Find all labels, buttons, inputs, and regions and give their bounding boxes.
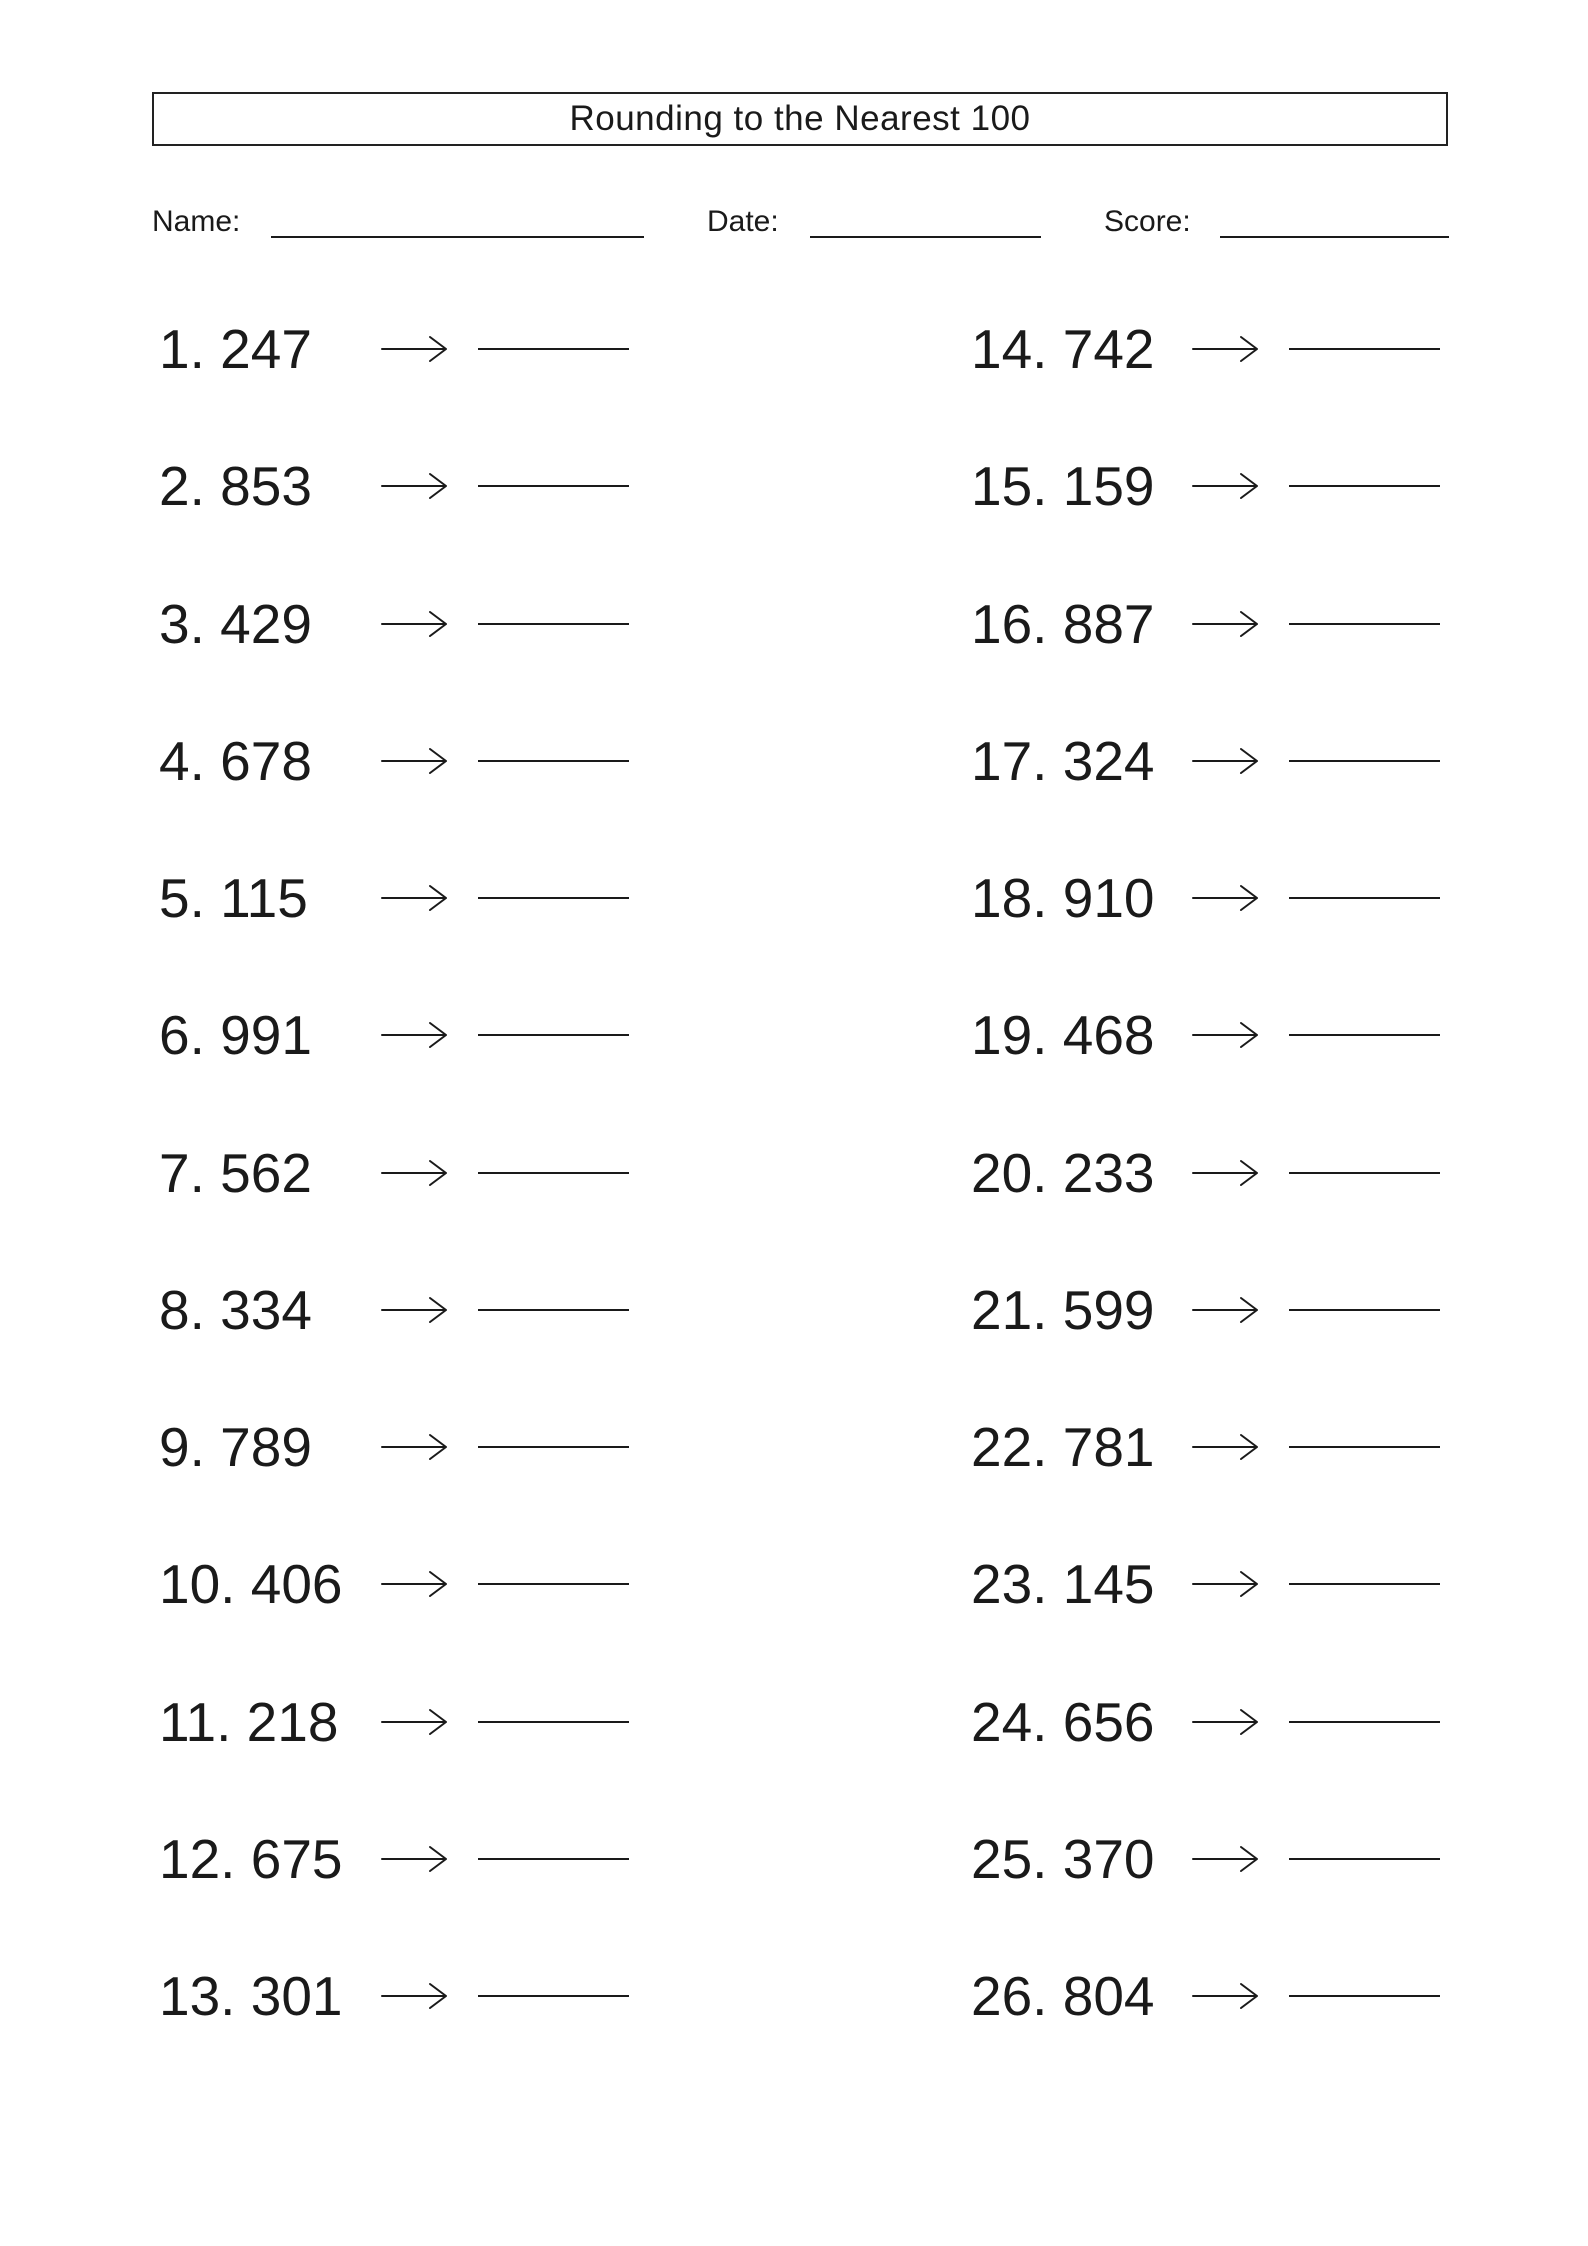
problem-label (971, 1544, 1155, 1624)
arrow-right-icon (1191, 1293, 1261, 1327)
problem-label (971, 995, 1155, 1075)
name-label: Name: (152, 205, 241, 238)
problem-number: 16. (971, 592, 1048, 655)
answer-blank-line (1289, 485, 1440, 487)
problem-number: 14. (971, 318, 1048, 380)
problem-label (971, 1956, 1155, 2036)
arrow-right-icon (1191, 1979, 1261, 2013)
problem-item (0, 1270, 1588, 1350)
arrow-right-icon (1191, 1156, 1261, 1190)
answer-blank-line (1289, 897, 1440, 899)
problem-label (971, 721, 1155, 801)
problem-item (0, 858, 1588, 938)
problem-number: 6. (159, 1004, 205, 1067)
problem-label (971, 1682, 1155, 1762)
problem-label (971, 858, 1155, 938)
problem-value: 324 (1062, 729, 1155, 792)
problem-number: 24. (971, 1690, 1048, 1753)
problem-number: 11. (159, 1690, 232, 1753)
problem-item (0, 1956, 1588, 2036)
problem-value: 678 (220, 729, 312, 792)
problem-item (0, 1544, 1588, 1624)
arrow-right-icon (1191, 607, 1261, 641)
problem-value: 218 (246, 1690, 339, 1753)
problem-value: 233 (1062, 1141, 1155, 1204)
arrow-right-icon (1191, 1430, 1261, 1464)
problem-value: 599 (1062, 1278, 1155, 1341)
problem-number: 1. (159, 318, 205, 380)
problem-number: 19. (971, 1004, 1048, 1067)
problem-number: 22. (971, 1416, 1048, 1478)
problem-number: 21. (971, 1278, 1048, 1341)
answer-blank-line (1289, 1034, 1440, 1036)
problem-number: 12. (159, 1827, 236, 1890)
problem-number: 9. (159, 1416, 205, 1478)
answer-blank-line (1289, 1172, 1440, 1174)
problem-number: 18. (971, 867, 1048, 929)
problem-label (971, 446, 1155, 526)
answer-blank-line (1289, 760, 1440, 762)
problem-value: 781 (1062, 1416, 1155, 1478)
problem-number: 7. (159, 1141, 205, 1204)
problem-item (0, 446, 1588, 526)
problem-number: 13. (159, 1965, 236, 2027)
answer-blank-line (1289, 1446, 1440, 1448)
answer-blank-line (1289, 1858, 1440, 1860)
score-label: Score: (1104, 205, 1191, 238)
problem-number: 2. (159, 455, 205, 518)
problem-value: 301 (250, 1965, 343, 2027)
problem-item (0, 1819, 1588, 1899)
answer-blank-line (1289, 1309, 1440, 1311)
worksheet-title-box (152, 92, 1448, 146)
answer-blank-line (1289, 1721, 1440, 1723)
problem-value: 562 (220, 1141, 312, 1204)
problem-number: 26. (971, 1965, 1048, 2027)
answer-blank-line (1289, 348, 1440, 350)
arrow-right-icon (1191, 1842, 1261, 1876)
date-label: Date: (707, 205, 779, 238)
problem-label (971, 309, 1155, 389)
problem-number: 4. (159, 729, 205, 792)
problem-value: 429 (220, 592, 312, 655)
problem-value: 247 (220, 318, 312, 380)
answer-blank-line (1289, 1995, 1440, 1997)
problem-label (971, 1133, 1155, 1213)
problem-value: 656 (1062, 1690, 1155, 1753)
arrow-right-icon (1191, 1018, 1261, 1052)
arrow-right-icon (1191, 332, 1261, 366)
problem-number: 25. (971, 1827, 1048, 1890)
problem-item (0, 1682, 1588, 1762)
arrow-right-icon (1191, 469, 1261, 503)
arrow-right-icon (1191, 881, 1261, 915)
problem-value: 804 (1062, 1965, 1155, 2027)
problem-label (971, 1407, 1155, 1487)
problem-number: 17. (971, 729, 1048, 792)
arrow-right-icon (1191, 1705, 1261, 1739)
problem-number: 23. (971, 1553, 1048, 1616)
problem-number: 20. (971, 1141, 1048, 1204)
date-blank-line (810, 236, 1041, 238)
problem-number: 15. (971, 455, 1048, 518)
problem-value: 742 (1062, 318, 1155, 380)
answer-blank-line (1289, 623, 1440, 625)
problem-item (0, 995, 1588, 1075)
problem-number: 3. (159, 592, 205, 655)
problem-value: 789 (220, 1416, 312, 1478)
problem-item (0, 1133, 1588, 1213)
problem-item (0, 721, 1588, 801)
problem-value: 370 (1062, 1827, 1155, 1890)
problem-label (971, 584, 1155, 664)
problem-value: 115 (220, 867, 308, 929)
problem-item (0, 1407, 1588, 1487)
problem-value: 468 (1062, 1004, 1155, 1067)
name-blank-line (271, 236, 644, 238)
problem-value: 853 (220, 455, 312, 518)
problem-item (0, 584, 1588, 664)
problem-value: 159 (1062, 455, 1155, 518)
problem-item (0, 309, 1588, 389)
score-blank-line (1220, 236, 1449, 238)
problem-value: 675 (250, 1827, 343, 1890)
arrow-right-icon (1191, 1567, 1261, 1601)
problem-label (971, 1270, 1155, 1350)
problem-value: 145 (1062, 1553, 1155, 1616)
problem-number: 8. (159, 1278, 205, 1341)
arrow-right-icon (1191, 744, 1261, 778)
problem-number: 5. (159, 867, 205, 929)
worksheet-title: Rounding to the Nearest 100 (569, 99, 1031, 138)
problem-value: 334 (220, 1278, 312, 1341)
problem-value: 887 (1062, 592, 1155, 655)
answer-blank-line (1289, 1583, 1440, 1585)
problem-value: 910 (1062, 867, 1155, 929)
problem-value: 991 (220, 1004, 312, 1067)
problem-value: 406 (250, 1553, 343, 1616)
problem-label (971, 1819, 1155, 1899)
problem-number: 10. (159, 1553, 236, 1616)
